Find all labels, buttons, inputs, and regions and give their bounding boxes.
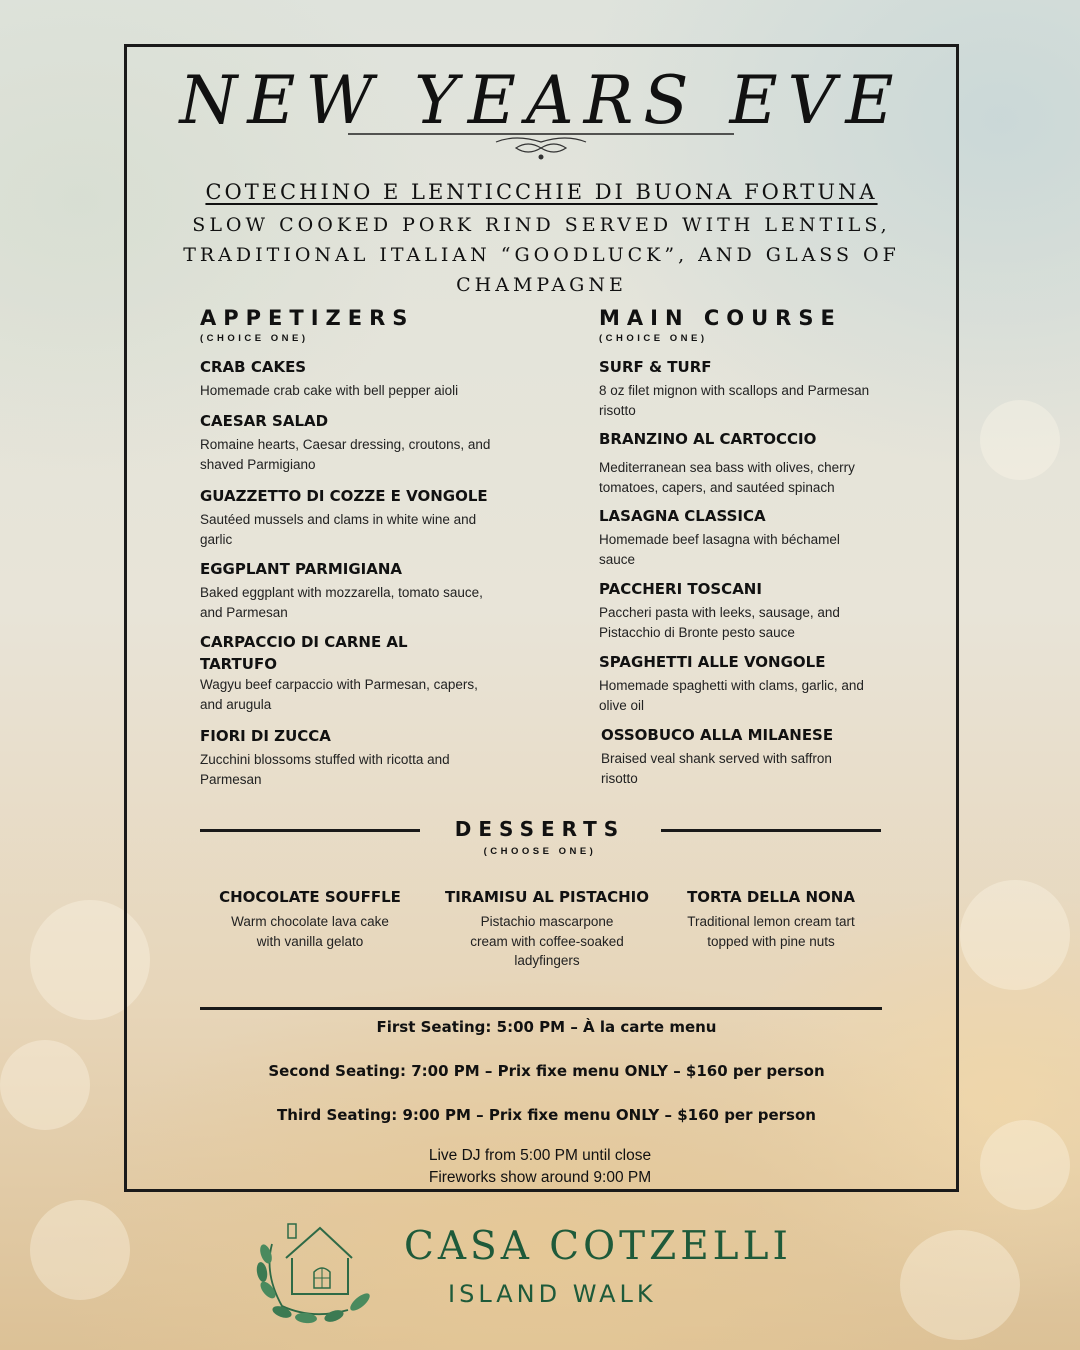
item-description: Homemade spaghetti with clams, garlic, and olive oil	[599, 678, 864, 713]
main-course-subheading: (CHOICE ONE)	[599, 333, 708, 344]
menu-item	[200, 631, 478, 714]
main-course-heading: MAIN COURSE	[599, 306, 842, 330]
divider-seating	[200, 1007, 882, 1010]
item-name: SPAGHETTI ALLE VONGOLE	[599, 653, 826, 671]
flourish-divider-icon	[346, 128, 736, 162]
item-name: LASAGNA CLASSICA	[599, 507, 766, 525]
item-description: Sautéed mussels and clams in white wine and garlic	[200, 512, 477, 547]
seating-third: Third Seating: 9:00 PM – Prix fixe menu ONLY – $160 per person	[277, 1106, 816, 1124]
item-name: TORTA DELLA NONA	[687, 888, 855, 906]
item-description: Traditional lemon cream tart topped with pine nuts	[687, 914, 855, 949]
item-name: OSSOBUCO ALLA MILANESE	[601, 726, 834, 744]
item-name: EGGPLANT PARMIGIANA	[200, 560, 402, 578]
menu-item	[200, 485, 500, 549]
seating-second: Second Seating: 7:00 PM – Prix fixe menu ONLY – $160 per person	[268, 1062, 825, 1080]
house-with-laurel-icon	[252, 1214, 376, 1326]
menu-item	[599, 356, 884, 420]
special-dish-name: COTECHINO E LENTICCHIE DI BUONA FORTUNA	[205, 180, 878, 204]
item-description: Homemade crab cake with bell pepper aioli	[200, 383, 459, 398]
item-name: BRANZINO AL CARTOCCIO	[599, 430, 817, 448]
desserts-heading: DESSERTS	[454, 817, 626, 841]
fireworks-note: Fireworks show around 9:00 PM	[428, 1169, 652, 1186]
item-description: Warm chocolate lava cake with vanilla gelato	[231, 914, 389, 949]
divider-right	[661, 829, 881, 832]
menu-item	[200, 558, 500, 622]
dessert-item	[200, 886, 420, 951]
item-description: Romaine hearts, Caesar dressing, croutons, and shaved Parmigiano	[200, 437, 491, 472]
main-course-section	[599, 306, 899, 786]
item-description: Zucchini blossoms stuffed with ricotta and Parmesan	[200, 752, 450, 787]
item-name: SURF & TURF	[599, 358, 712, 376]
menu-item	[200, 410, 500, 474]
page-title: NEW YEARS EVE	[179, 62, 904, 139]
item-description: Braised veal shank served with saffron risotto	[601, 751, 832, 786]
item-description: Pistachio mascarpone cream with coffee-soaked ladyfingers	[470, 914, 624, 968]
appetizers-heading: APPETIZERS	[200, 306, 415, 330]
item-name: GUAZZETTO DI COZZE E VONGOLE	[200, 487, 488, 505]
menu-item	[599, 578, 859, 642]
brand-location: ISLAND WALK	[448, 1280, 657, 1308]
appetizers-section	[200, 306, 500, 787]
item-name: FIORI DI ZUCCA	[200, 727, 331, 745]
appetizers-subheading: (CHOICE ONE)	[200, 333, 309, 344]
menu-item	[599, 505, 859, 569]
brand-name: CASA COTZELLI	[404, 1224, 792, 1269]
item-name: CHOCOLATE SOUFFLE	[219, 888, 401, 906]
item-description: Paccheri pasta with leeks, sausage, and Pistacchio di Bronte pesto sauce	[599, 605, 840, 640]
item-description: 8 oz filet mignon with scallops and Parmesan risotto	[599, 383, 870, 418]
item-name: PACCHERI TOSCANI	[599, 580, 762, 598]
item-name: CAESAR SALAD	[200, 412, 329, 430]
divider-left	[200, 829, 420, 832]
desserts-subheading: (CHOOSE ONE)	[483, 846, 597, 857]
item-description: Baked eggplant with mozzarella, tomato sauce, and Parmesan	[200, 585, 483, 620]
item-description: Wagyu beef carpaccio with Parmesan, capers, and arugula	[200, 677, 478, 712]
dessert-item	[661, 886, 881, 951]
special-dish-description: SLOW COOKED PORK RIND SERVED WITH LENTILS, TRADITIONAL ITALIAN “GOODLUCK”, AND GLASS OF CHAMPAGNE	[183, 214, 900, 296]
live-dj-note: Live DJ from 5:00 PM until close	[428, 1147, 652, 1164]
item-name: CARPACCIO DI CARNE AL TARTUFO	[200, 633, 408, 673]
menu-item	[200, 725, 500, 789]
dessert-item	[437, 886, 657, 971]
menu-item	[599, 428, 869, 497]
item-description: Homemade beef lasagna with béchamel sauce	[599, 532, 840, 567]
menu-item	[200, 356, 500, 401]
menu-item	[599, 651, 884, 715]
item-name: TIRAMISU AL PISTACHIO	[444, 888, 650, 906]
seating-first: First Seating: 5:00 PM – À la carte menu	[376, 1018, 717, 1036]
menu-item	[601, 724, 871, 788]
item-name: CRAB CAKES	[200, 358, 307, 376]
item-description: Mediterranean sea bass with olives, cherry tomatoes, capers, and sautéed spinach	[599, 460, 855, 495]
